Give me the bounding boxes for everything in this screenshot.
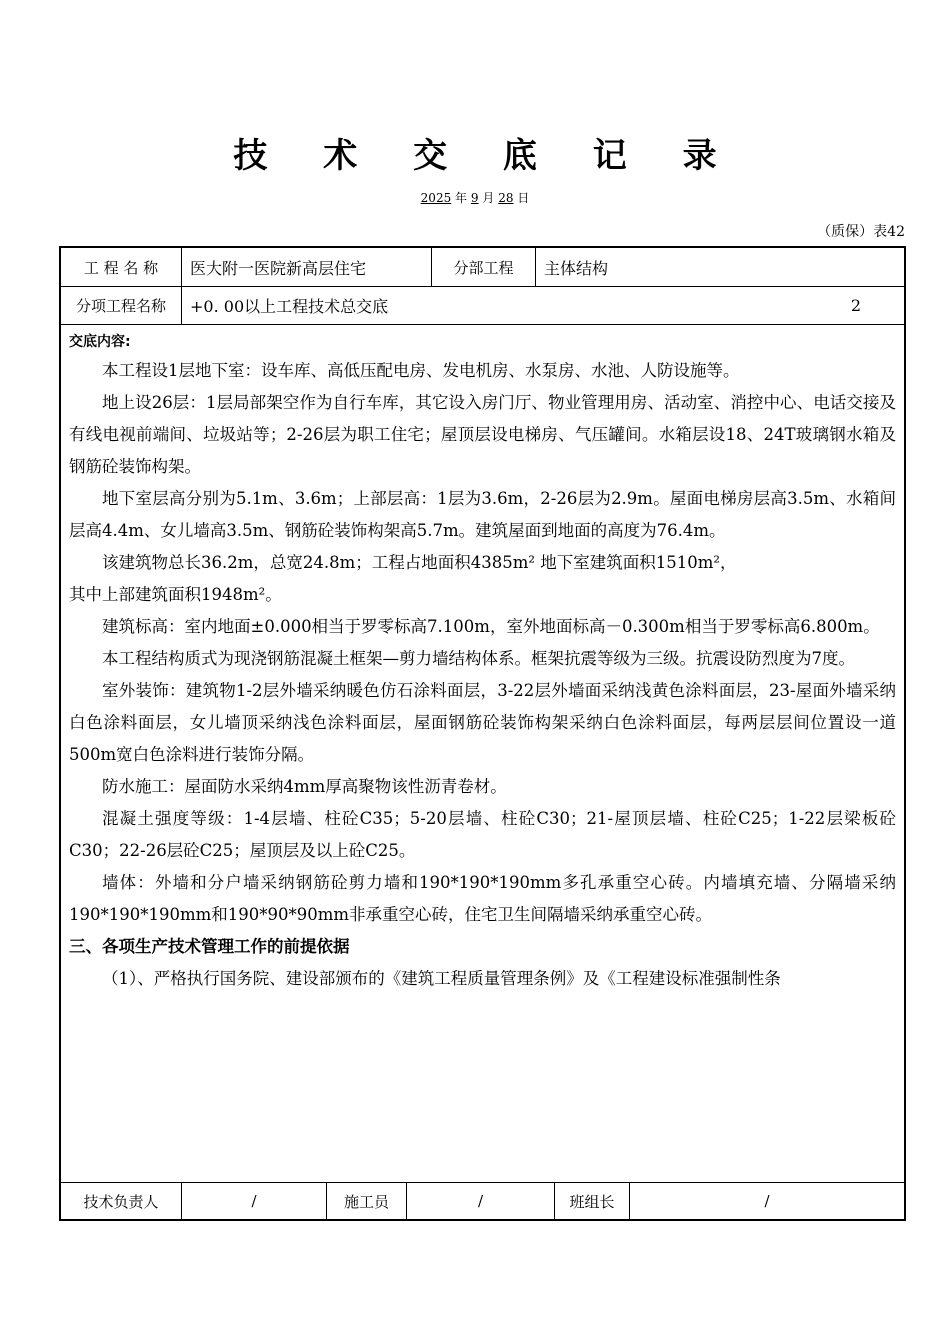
subitem-row — [61, 287, 904, 325]
foreman-value: / — [629, 1183, 904, 1219]
subitem-label: 分项工程名称 — [75, 297, 166, 315]
date-year-unit: 年 — [455, 191, 468, 205]
date-year: 2025 — [420, 191, 452, 205]
tech-lead-value: / — [181, 1183, 326, 1219]
division-value: 主体结构 — [535, 248, 904, 286]
content-paragraph: 室外装饰：建筑物1-2层外墙采纳暖色仿石涂料面层，3-22层外墙面采纳浅黄色涂料面层，23-屋面外墙采纳白色涂料面层，女儿墙顶采纳浅色涂料面层，屋面钢筋砼装饰构架采纳白色涂料面层，每两层层间位置设一道500m宽白色涂料进行装饰分隔。 — [69, 681, 896, 764]
date-day-unit: 日 — [517, 191, 530, 205]
worker-label: 施工员 — [326, 1183, 406, 1219]
date-day: 28 — [498, 191, 514, 205]
content-paragraph: 地上设26层：1层局部架空作为自行车库，其它设入房门厅、物业管理用房、活动室、消控中心、电话交接及有线电视前端间、垃圾站等；2-26层为职工住宅；屋顶层设电梯房、气压罐间。水箱层设18、24T玻璃钢水箱及钢筋砼装饰构架。 — [69, 393, 896, 476]
division-label: 分部工程 — [431, 248, 535, 286]
content-heading: 交底内容: — [69, 334, 131, 350]
content-paragraph: 本工程结构质式为现浇钢筋混凝土框架—剪力墙结构体系。框架抗震等级为三级。抗震设防烈度为7度。 — [102, 649, 855, 668]
date-month-unit: 月 — [482, 191, 495, 205]
disclosure-content — [61, 325, 904, 1183]
content-paragraph: 其中上部建筑面积1948m²。 — [69, 585, 282, 604]
project-label: 工 程 名 称 — [83, 258, 159, 277]
page-number: 2 — [850, 296, 862, 315]
project-row — [61, 248, 904, 287]
content-paragraph: 地下室层高分别为5.1m、3.6m；上部层高：1层为3.6m，2-26层为2.9m。屋面电梯房层高3.5m、水箱间层高4.4m、女儿墙高3.5m、钢筋砼装饰构架高5.7m。建筑屋面到地面的高度为76.4m。 — [69, 489, 896, 540]
content-paragraph: 建筑标高：室内地面±0.000相当于罗零标高7.100m，室外地面标高－0.300m相当于罗零标高6.800m。 — [102, 617, 880, 636]
record-table — [59, 246, 906, 1221]
content-paragraph: 本工程设1层地下室：设车库、高低压配电房、发电机房、水泵房、水池、人防设施等。 — [102, 361, 740, 380]
content-paragraph: 防水施工：屋面防水采纳4mm厚高聚物该性沥青卷材。 — [102, 777, 507, 796]
section-3-item-1: （1）、严格执行国务院、建设部颁布的《建筑工程质量管理条例》及《工程建设标准强制性条 — [102, 969, 781, 988]
foreman-label: 班组长 — [554, 1183, 629, 1219]
signoff-row — [61, 1182, 904, 1219]
content-paragraph: 该建筑物总长36.2m，总宽24.8m；工程占地面积4385m² 地下室建筑面积1510m²， — [102, 553, 737, 572]
date-month: 9 — [470, 191, 479, 205]
record-date — [0, 189, 950, 206]
form-number: （质保）表42 — [817, 224, 905, 240]
document-title: 技 术 交 底 记 录 — [233, 136, 739, 176]
section-3-title: 三、各项生产技术管理工作的前提依据 — [69, 937, 350, 956]
worker-value: / — [406, 1183, 554, 1219]
tech-lead-label: 技术负责人 — [83, 1192, 159, 1211]
subitem-value: +0. 00以上工程技术总交底 — [181, 287, 781, 324]
project-value: 医大附一医院新高层住宅 — [181, 248, 431, 286]
content-paragraph: 混凝土强度等级：1-4层墙、柱砼C35；5-20层墙、柱砼C30；21-屋顶层墙、柱砼C25；1-22层梁板砼C30；22-26层砼C25；屋顶层及以上砼C25。 — [69, 809, 896, 860]
content-paragraph: 墙体：外墙和分户墙采纳钢筋砼剪力墙和190*190*190mm多孔承重空心砖。内墙填充墙、分隔墙采纳190*190*190mm和190*90*90mm非承重空心砖，住宅卫生间隔墙采纳承重空心砖。 — [69, 873, 896, 924]
